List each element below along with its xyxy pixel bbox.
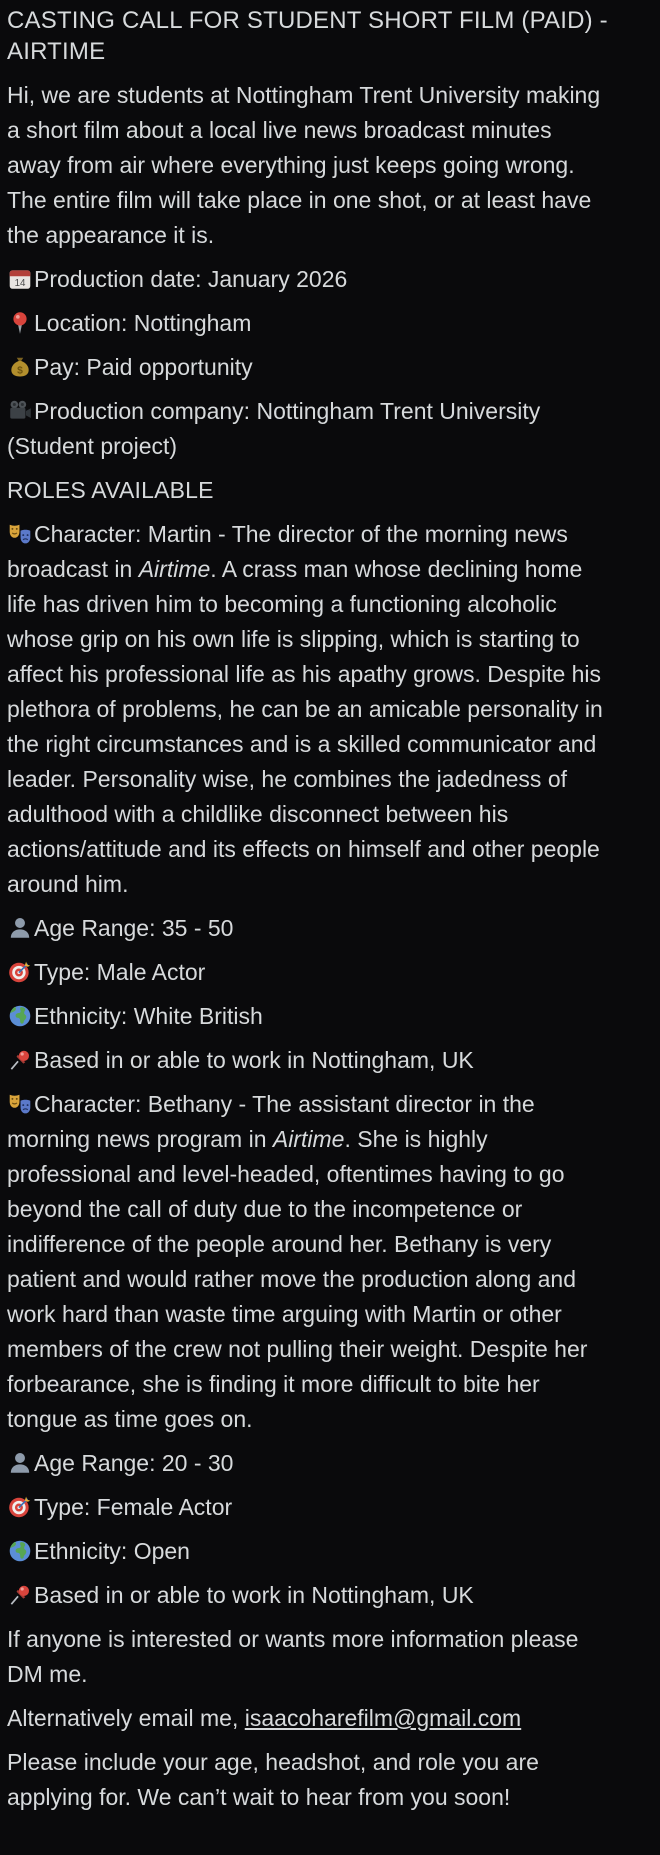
dm-paragraph: If anyone is interested or wants more information please DM me. — [7, 1626, 579, 1687]
attribute-text: Ethnicity: Open — [34, 1538, 190, 1564]
role-description-bethany — [7, 1087, 608, 1437]
globe-icon — [7, 1003, 33, 1029]
round-pushpin-icon — [7, 310, 33, 336]
svg-text:14: 14 — [14, 278, 26, 290]
role-text: Character: Bethany - The assistant director in the morning news program in — [7, 1091, 535, 1152]
globe-icon — [7, 1538, 33, 1564]
roles-heading: ROLES AVAILABLE — [7, 477, 214, 503]
movie-camera-icon — [7, 398, 33, 424]
detail-text: Pay: Paid opportunity — [34, 354, 253, 380]
detail-production-company — [7, 394, 608, 464]
pushpin-icon — [7, 1047, 33, 1073]
money-bag-icon — [7, 354, 33, 380]
post-title: CASTING CALL FOR STUDENT SHORT FILM (PAID) - AIRTIME — [7, 7, 608, 65]
email-prefix: Alternatively email me, — [7, 1705, 245, 1731]
pushpin-icon — [7, 1582, 33, 1608]
attribute-text: Type: Female Actor — [34, 1494, 233, 1520]
role-bethany-ethnicity — [7, 1534, 608, 1569]
attribute-text: Ethnicity: White British — [34, 1003, 263, 1029]
role-text: Character: Martin - The director of the morning news broadcast in — [7, 521, 568, 582]
attribute-text: Based in or able to work in Nottingham, UK — [34, 1582, 474, 1608]
calendar-icon — [7, 266, 33, 292]
role-bethany-age-range — [7, 1446, 608, 1481]
bust-silhouette-icon — [7, 915, 33, 941]
role-bethany-based-in — [7, 1578, 608, 1613]
attribute-text: Type: Male Actor — [34, 959, 206, 985]
role-bethany-type — [7, 1490, 608, 1525]
performing-arts-masks-icon — [7, 521, 33, 547]
film-title: Airtime — [138, 556, 211, 582]
detail-text: Production date: January 2026 — [34, 266, 348, 292]
role-text: . She is highly professional and level-headed, oftentimes having to go beyond the call of duty due to the incompetence or indifference of the people around her. Bethany is very patient and would rather move the production along and work hard than waste time arguing with Martin or other members of the crew not pulling their weight. Despite her forbearance, she is finding it more difficult to bite her tongue as time goes on. — [7, 1126, 588, 1432]
role-martin-based-in — [7, 1043, 608, 1078]
attribute-text: Based in or able to work in Nottingham, UK — [34, 1047, 474, 1073]
role-martin-type — [7, 955, 608, 990]
email-link[interactable]: isaacoharefilm@gmail.com — [244, 1705, 522, 1731]
detail-location — [7, 306, 608, 341]
attribute-text: Age Range: 20 - 30 — [34, 1450, 234, 1476]
target-icon — [7, 1494, 33, 1520]
svg-text:$: $ — [17, 365, 23, 377]
intro-paragraph: Hi, we are students at Nottingham Trent University making a short film about a local live news broadcast minutes away from air where everything just keeps going wrong. The entire film will take place in one shot, or at least have the appearance it is. — [7, 82, 601, 248]
performing-arts-masks-icon — [7, 1091, 33, 1117]
detail-text: Location: Nottingham — [34, 310, 252, 336]
role-martin-ethnicity — [7, 999, 608, 1034]
detail-production-date — [7, 262, 608, 297]
role-martin-age-range — [7, 911, 608, 946]
email-paragraph — [7, 1701, 608, 1736]
detail-pay — [7, 350, 608, 385]
target-icon — [7, 959, 33, 985]
bust-silhouette-icon — [7, 1450, 33, 1476]
closing-paragraph: Please include your age, headshot, and role you are applying for. We can’t wait to hear from you soon! — [7, 1749, 539, 1810]
detail-text: Production company: Nottingham Trent University (Student project) — [7, 398, 541, 459]
film-title: Airtime — [272, 1126, 345, 1152]
role-description-martin — [7, 517, 608, 902]
role-text: . A crass man whose declining home life has driven him to becoming a functioning alcoholic whose grip on his own life is slipping, which is starting to affect his professional life as his apathy grows. Despite his plethora of problems, he can be an amicable personality in the right circumstances and is a skilled communicator and leader. Personality wise, he combines the jadedness of adulthood with a childlike disconnect between his actions/attitude and its effects on himself and other people around him. — [7, 556, 603, 897]
attribute-text: Age Range: 35 - 50 — [34, 915, 234, 941]
